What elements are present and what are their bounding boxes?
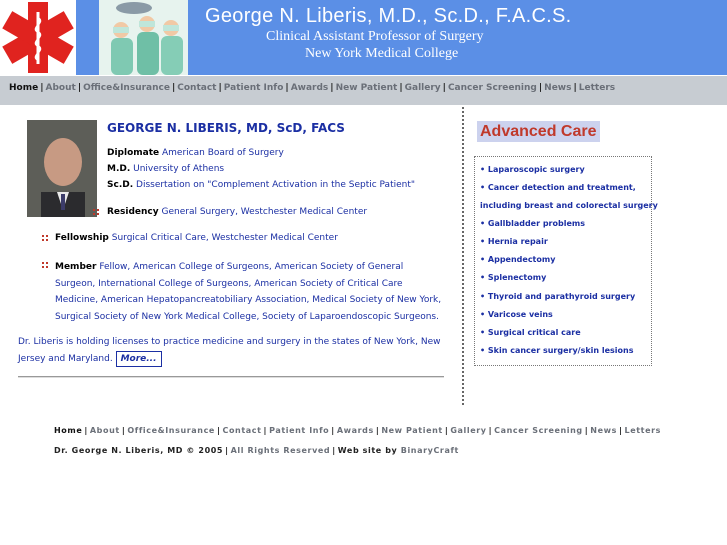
more-button[interactable]: More... [116,351,162,367]
nav-office-insurance[interactable]: Office&Insurance [83,83,170,93]
site-title: George N. Liberis, M.D., Sc.D., F.A.C.S. [205,5,572,27]
service-item[interactable]: • Hernia repair [480,237,548,246]
nav-cancer-screening[interactable]: Cancer Screening [447,83,537,93]
star-of-life-logo [0,0,76,75]
doctor-portrait-photo [27,120,97,217]
service-item[interactable]: • Appendectomy [480,255,556,264]
nav-news[interactable]: News [544,83,572,93]
copyright-text: Dr. George N. Liberis, MD © 2005 [54,446,224,455]
nav-letters[interactable]: Letters [578,83,616,93]
content-divider [18,376,444,378]
residency-line [107,207,367,217]
md-line [107,164,224,174]
diplomate-label: Diplomate [107,148,160,158]
footer-nav-letters[interactable]: Letters [624,426,662,435]
top-navigation: Home | About | Office&Insurance | Contact | Patient Info | Awards | New Patient | Gallery | Cancer Screening | News | Letters [9,83,616,93]
footer-nav-awards[interactable]: Awards [336,426,374,435]
residency-bullet-icon [93,209,99,215]
service-item[interactable]: • Cancer detection and treatment, [480,183,636,192]
license-text: Dr. Liberis is holding licenses to practice medicine and surgery in the states of New York, New Jersey and Maryland. [18,337,441,364]
residency-label: Residency [107,207,159,217]
rights-text: All Rights Reserved [230,446,331,455]
footer-nav-office-insurance[interactable]: Office&Insurance [127,426,215,435]
service-item[interactable]: • Surgical critical care [480,328,581,337]
column-divider [462,107,464,405]
advanced-care-heading: Advanced Care [477,121,600,142]
credit-text: Web site by [337,446,398,455]
scd-value: Dissertation on "Complement Activation in the Septic Patient" [136,180,416,190]
member-bullet-icon [42,262,48,268]
nav-awards[interactable]: Awards [290,83,329,93]
site-header [0,0,727,75]
md-label: M.D. [107,164,131,174]
footer-nav-about[interactable]: About [89,426,120,435]
nav-contact[interactable]: Contact [177,83,217,93]
license-paragraph [18,334,448,367]
doctor-name-heading: GEORGE N. LIBERIS, MD, ScD, FACS [107,121,345,135]
membership-paragraph [55,259,445,325]
footer-nav-gallery[interactable]: Gallery [450,426,487,435]
member-label: Member [55,262,97,272]
footer-nav-cancer-screening[interactable]: Cancer Screening [494,426,583,435]
md-value: University of Athens [133,164,225,174]
service-item[interactable]: • Splenectomy [480,273,547,282]
service-item[interactable]: • Laparoscopic surgery [480,165,585,174]
nav-patient-info[interactable]: Patient Info [223,83,284,93]
footer-navigation: Home | About | Office&Insurance | Contact | Patient Info | Awards | New Patient | Gallery | Cancer Screening | News | Letters [54,426,662,435]
service-item[interactable]: • Varicose veins [480,310,553,319]
credit-link[interactable]: BinaryCraft [400,446,459,455]
footer-nav-new-patient[interactable]: New Patient [381,426,443,435]
site-subtitle-college: New York Medical College [305,46,459,61]
member-value: Fellow, American College of Surgeons, American Society of General Surgeon, International College of Surgeons, American Society of Critical Care Medicine, American Hepatopancreatobiliary Association, Medical Society of New York, Surgical Society of New York Medical College, Society of Laparoendoscopic Surgeons. [55,262,442,322]
residency-value: General Surgery, Westchester Medical Center [161,207,368,217]
copyright-line: Dr. George N. Liberis, MD © 2005 | All Rights Reserved | Web site by BinaryCraft [54,446,459,455]
service-item[interactable]: including breast and colorectal surgery [480,201,658,210]
nav-about[interactable]: About [45,83,76,93]
scd-label: Sc.D. [107,180,134,190]
footer-nav-patient-info[interactable]: Patient Info [269,426,330,435]
footer-nav-contact[interactable]: Contact [222,426,262,435]
service-item[interactable]: • Gallbladder problems [480,219,585,228]
nav-home[interactable]: Home [9,83,39,93]
fellowship-value: Surgical Critical Care, Westchester Medical Center [111,233,338,243]
diplomate-line [107,148,284,158]
service-item[interactable]: • Skin cancer surgery/skin lesions [480,346,634,355]
footer-nav-news[interactable]: News [590,426,617,435]
fellowship-label: Fellowship [55,233,109,243]
surgeons-illustration [99,0,188,75]
fellowship-line [55,233,338,243]
site-subtitle-position: Clinical Assistant Professor of Surgery [266,29,484,44]
fellowship-bullet-icon [42,235,48,241]
diplomate-value: American Board of Surgery [162,148,284,158]
nav-new-patient[interactable]: New Patient [335,83,398,93]
nav-gallery[interactable]: Gallery [404,83,441,93]
service-item[interactable]: • Thyroid and parathyroid surgery [480,292,636,301]
scd-line [107,180,415,190]
footer-nav-home[interactable]: Home [54,426,83,435]
